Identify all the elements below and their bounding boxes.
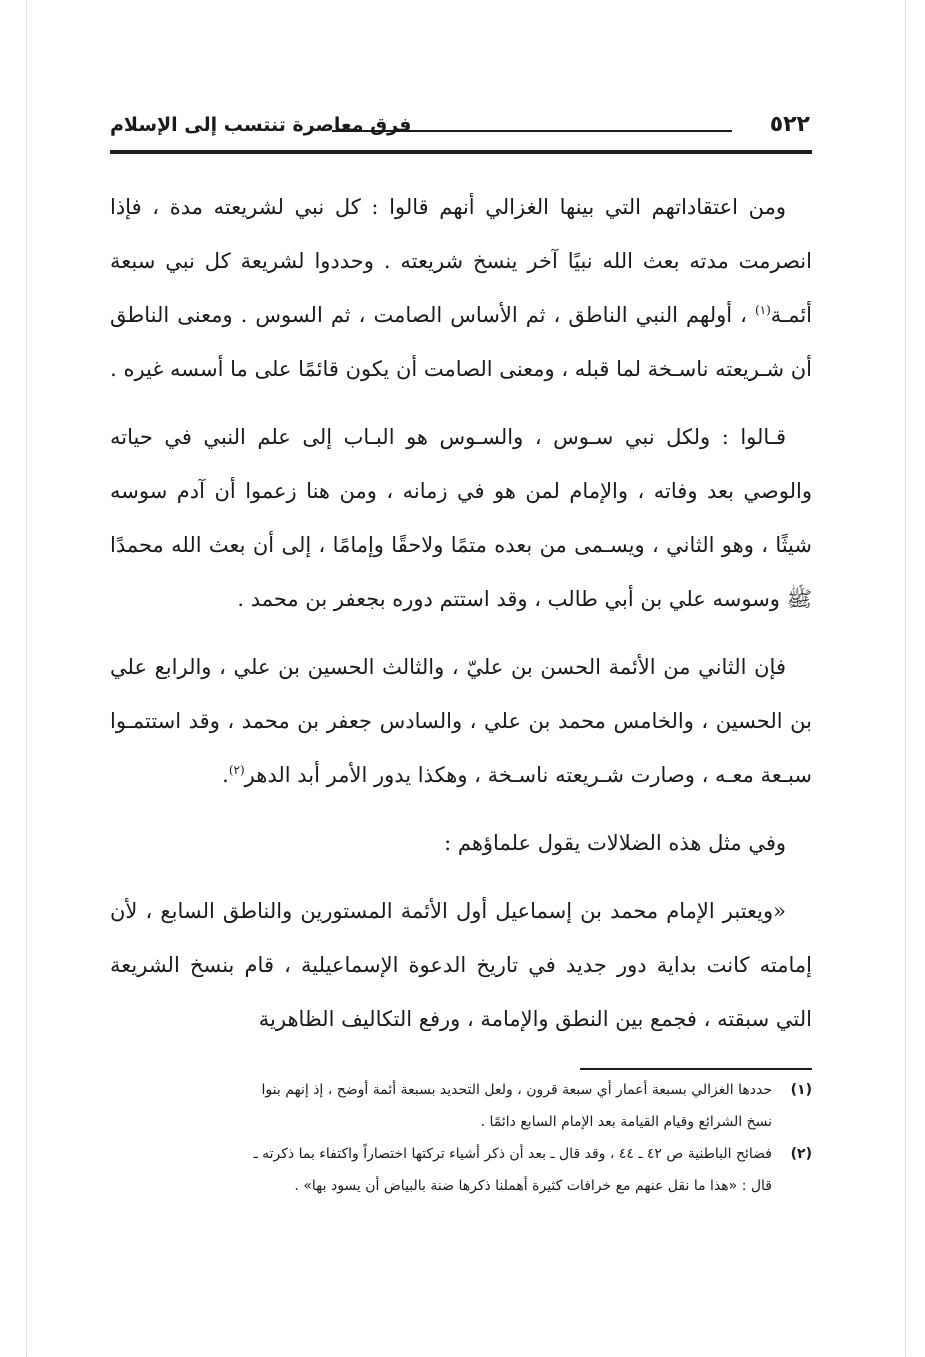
paragraph-5: «ويعتبر الإمام محمد بن إسماعيل أول الأئمة المستورين والناطق السابع ، لأن إمامته كانت بداية دور جديد في تاريخ الدعوة الإسماعيلية ، قام بنسخ الشريعة التي سبقته ، فجمع بين النطق والإمامة ، ورفع التكاليف الظاهرية	[110, 899, 812, 1031]
header-rule	[110, 150, 812, 154]
scan-edge-left	[26, 0, 27, 1357]
paragraph-2: قـالوا : ولكل نبي سـوس ، والسـوس هو البـاب إلى علم النبي في حياته والوصي بعد وفاته ، والإمام لمن هو في زمانه ، ومن هنا زعموا أن آدم سوسه شيثًا ، وهو الثاني ، ويسـمى من بعده متمًا ولاحقًا وإمامًا ، إلى أن بعث الله محمدًا ﷺ وسوسه علي بن أبي طالب ، وقد استتم دوره بجعفر بن محمد .	[110, 425, 812, 611]
paragraph-3	[110, 640, 812, 802]
footnote-rule	[580, 1068, 812, 1070]
paragraph-1-text: ومن اعتقاداتهم التي بينها الغزالي أنهم قالوا : كل نبي لشريعته مدة ، فإذا انصرمت مدته بعث الله نبيًا آخر ينسخ شريعته . وحددوا لشريعة كل نبي سبعة أئمـة	[110, 195, 812, 327]
paragraph-1-cont: ، أولهم النبي الناطق ، ثم الأساس الصامت ، ثم السوس . ومعنى الناطق أن شـريعته ناسـخة لما قبله ، ومعنى الصامت أن يكون قائمًا على ما أسسه غيره .	[110, 303, 812, 381]
running-title: فرق معاصرة تنتسب إلى الإسلام	[110, 114, 412, 136]
footnote-line: حددها الغزالي بسبعة أعمار أي سبعة قرون ، ولعل التحديد بسبعة أئمة أوضح ، إذ إنهم بنوا	[261, 1082, 772, 1098]
footnote-text	[110, 1138, 772, 1202]
footnote-1	[110, 1074, 812, 1138]
footnote-ref-1: (١)	[754, 303, 771, 317]
footnote-number: (١)	[790, 1082, 812, 1098]
footnote-text	[110, 1074, 772, 1138]
footnote-line: قال : «هذا ما نقل عنهم مع خرافات كثيرة أهملنا ذكرها ضنة بالبياض أن يسود بها» .	[294, 1178, 772, 1194]
footnote-ref-2: (٢)	[228, 763, 245, 777]
footnote-number: (٢)	[790, 1146, 812, 1162]
paragraph-4: وفي مثل هذه الضلالات يقول علماؤهم :	[444, 831, 786, 855]
page-header	[110, 112, 812, 152]
page-number: ٥٢٢	[769, 112, 810, 137]
paragraph-1	[110, 180, 812, 396]
main-text	[110, 180, 812, 1060]
footnote-line: نسخ الشرائع وقيام القيامة بعد الإمام السابع دائمًا .	[480, 1114, 772, 1130]
footnote-line: فضائح الباطنية ص ٤٢ ـ ٤٤ ، وقد قال ـ بعد أن ذكر أشياء تركتها اختصاراً واكتفاء بما ذكرته ـ	[253, 1146, 772, 1162]
paragraph-3-end: .	[222, 763, 229, 787]
scan-edge-right	[905, 0, 906, 1357]
footnote-2	[110, 1138, 812, 1202]
footnotes	[110, 1074, 812, 1202]
paragraph-3-text: فإن الثاني من الأئمة الحسن بن عليّ ، والثالث الحسين بن علي ، والرابع علي بن الحسين ، والخامس محمد بن علي ، والسادس جعفر بن محمد ، وقد استتمـوا سبـعة معـه ، وصارت شـريعته ناسـخة ، وهكذا يدور الأمر أبد الدهر	[110, 655, 812, 787]
